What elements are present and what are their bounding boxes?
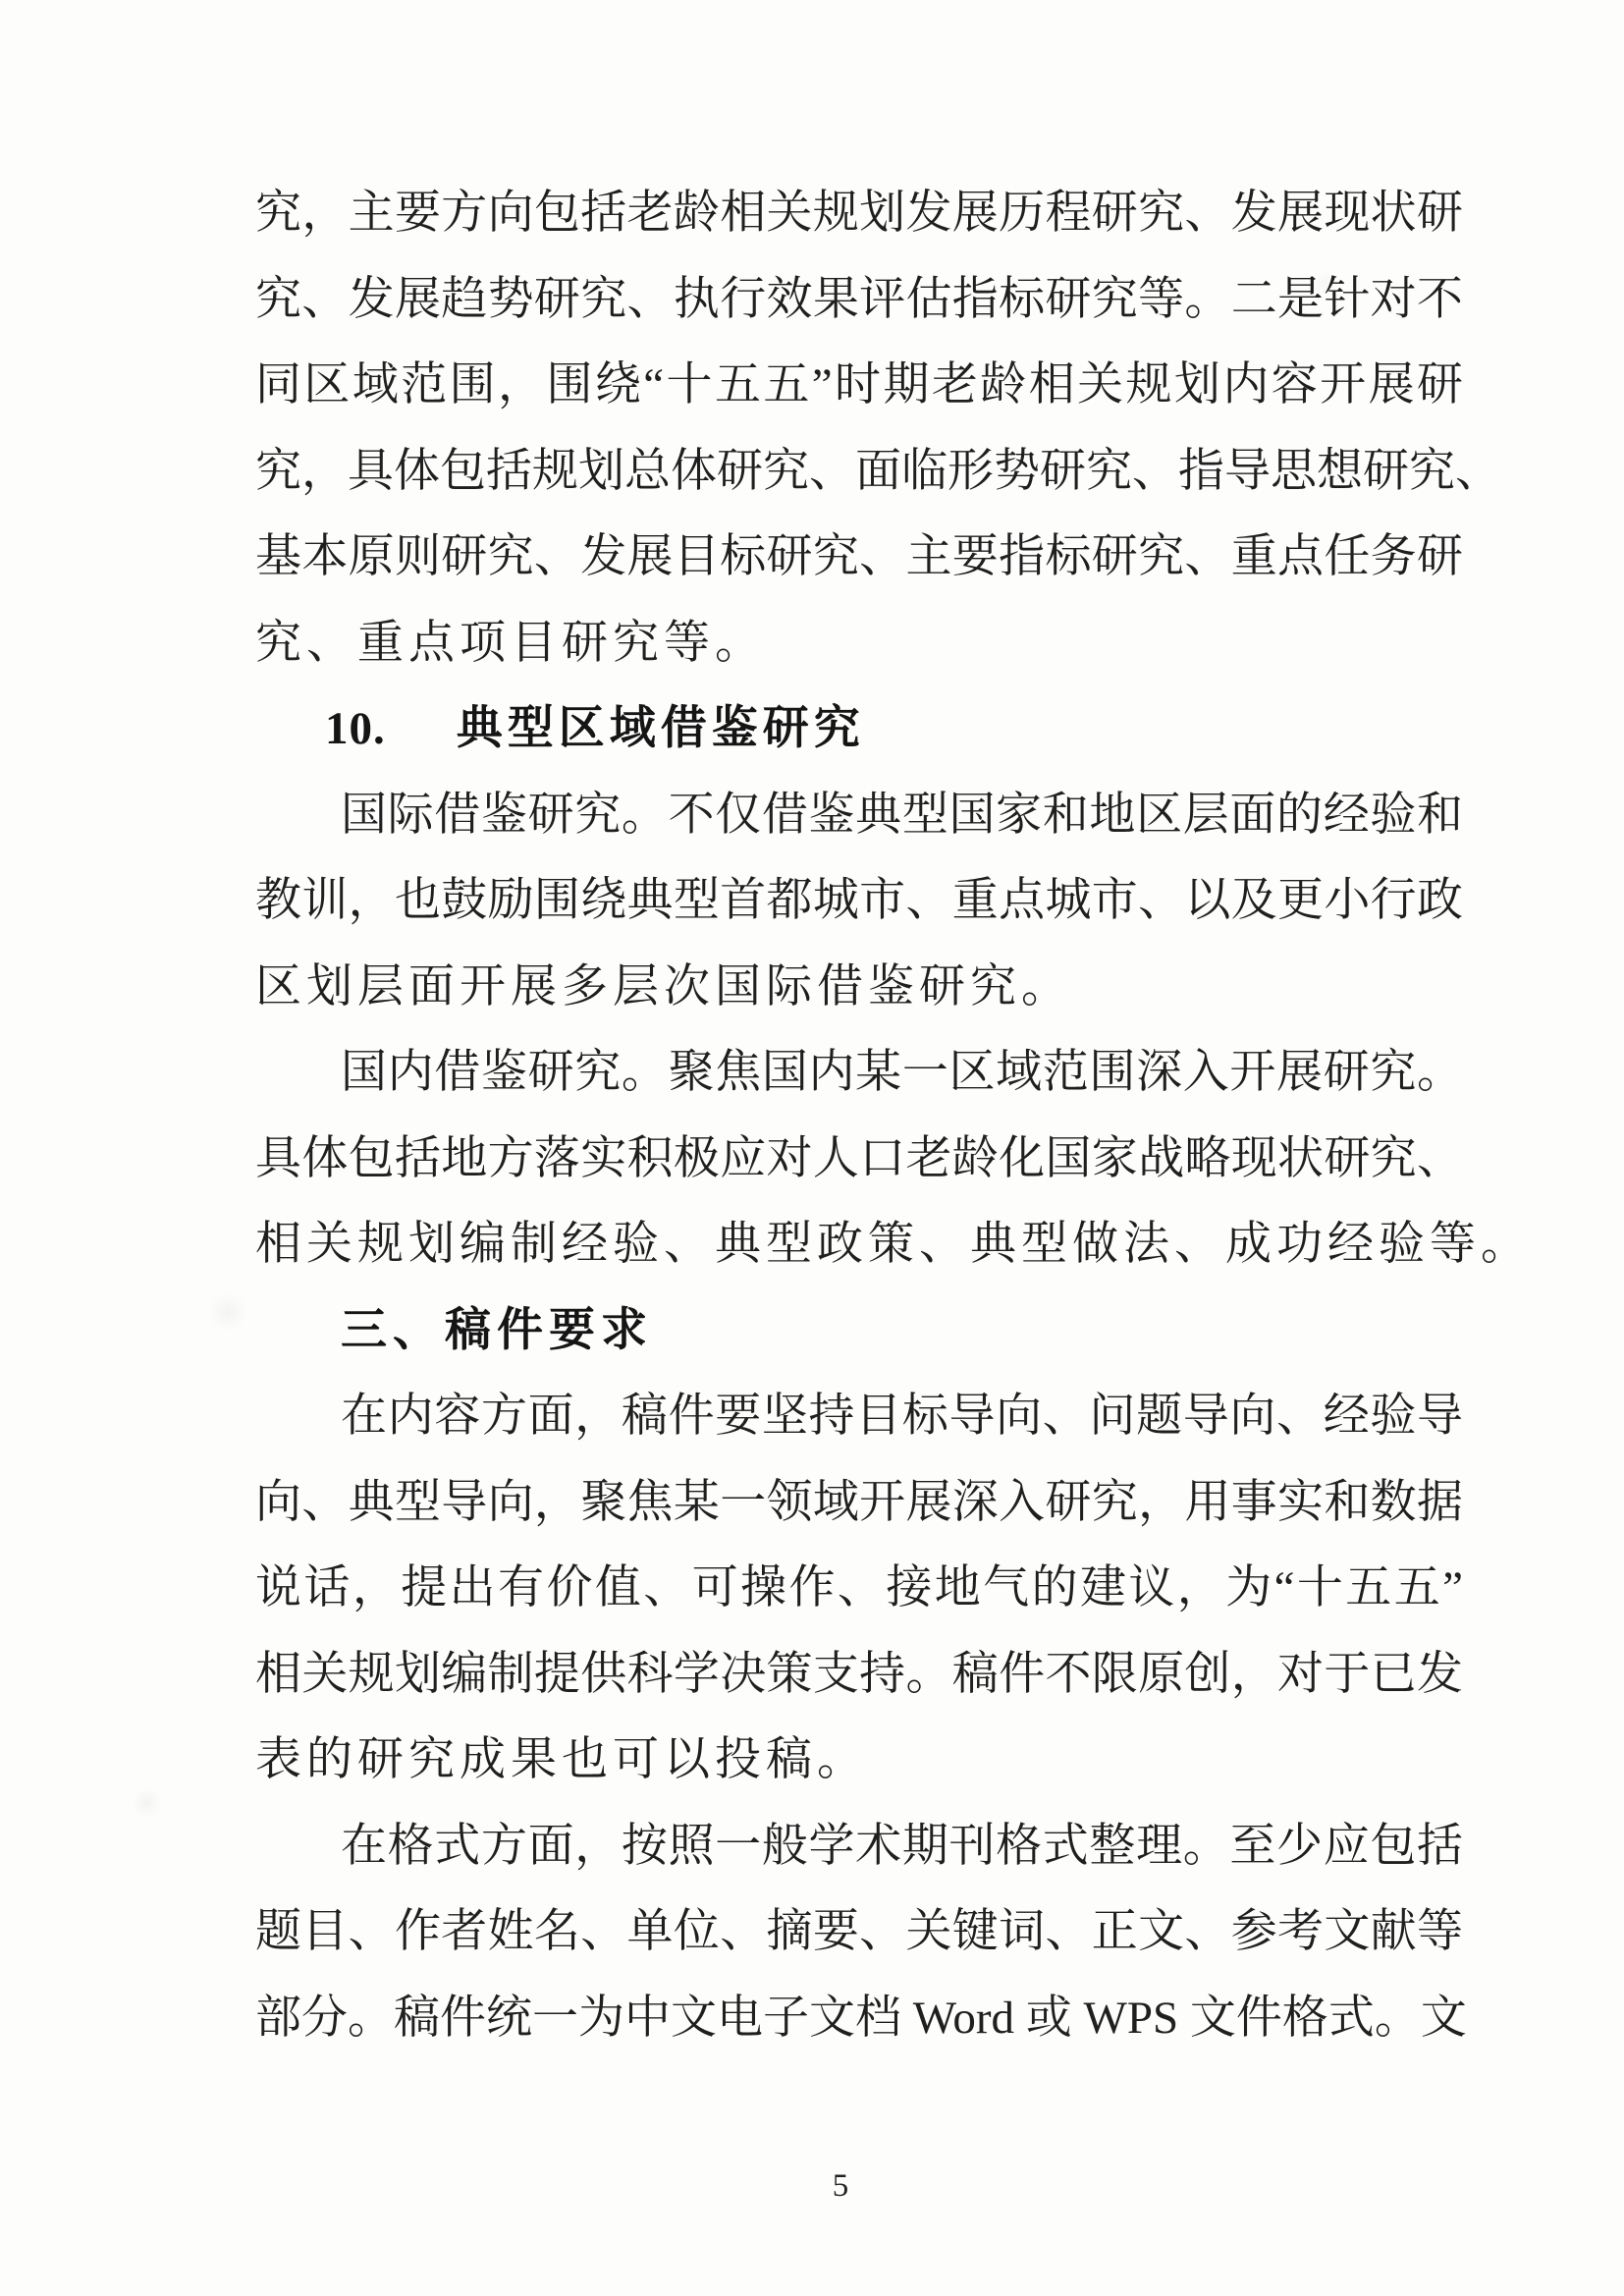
body-line: 基本原则研究、发展目标研究、主要指标研究、重点任务研 <box>255 531 1463 582</box>
paragraph-first-line: 国内借鉴研究。聚焦国内某一区域范围深入开展研究。 <box>341 1047 1463 1098</box>
paragraph-first-line: 在格式方面，按照一般学术期刊格式整理。至少应包括 <box>341 1820 1463 1872</box>
body-line: 究，主要方向包括老龄相关规划发展历程研究、发展现状研 <box>255 188 1463 239</box>
page-number: 5 <box>832 2168 849 2204</box>
numbered-heading <box>325 686 1463 773</box>
body-line: 说话，提出有价值、可操作、接地气的建议，为“十五五” <box>255 1562 1463 1613</box>
body-line: 题目、作者姓名、单位、摘要、关键词、正文、参考文献等 <box>255 1906 1463 1957</box>
paragraph-first-line: 在内容方面，稿件要坚持目标导向、问题导向、经验导 <box>341 1391 1463 1442</box>
heading-title: 典型区域借鉴研究 <box>456 703 865 754</box>
document-text-block <box>255 171 1532 2061</box>
paragraph-first-line: 国际借鉴研究。不仅借鉴典型国家和地区层面的经验和 <box>341 789 1463 841</box>
body-line: 究、重点项目研究等。 <box>255 617 766 669</box>
body-line: 区划层面开展多层次国际借鉴研究。 <box>255 960 1072 1012</box>
body-line: 相关规划编制提供科学决策支持。稿件不限原创，对于已发 <box>255 1648 1463 1700</box>
body-line: 究、发展趋势研究、执行效果评估指标研究等。二是针对不 <box>255 273 1463 325</box>
body-line: 向、典型导向，聚焦某一领域开展深入研究，用事实和数据 <box>255 1476 1463 1528</box>
heading-number: 10. <box>325 703 386 754</box>
body-line: 部分。稿件统一为中文电子文档 Word 或 WPS 文件格式。文 <box>255 1992 1467 2044</box>
body-line: 表的研究成果也可以投稿。 <box>255 1734 868 1785</box>
body-line: 究，具体包括规划总体研究、面临形势研究、指导思想研究、 <box>255 445 1501 497</box>
body-line: 同区域范围，围绕“十五五”时期老龄相关规划内容开展研 <box>255 359 1463 410</box>
section-heading: 三、稿件要求 <box>341 1304 653 1356</box>
body-line: 教训，也鼓励围绕典型首都城市、重点城市、以及更小行政 <box>255 875 1463 926</box>
body-line: 相关规划编制经验、典型政策、典型做法、成功经验等。 <box>255 1219 1532 1270</box>
body-line: 具体包括地方落实积极应对人口老龄化国家战略现状研究、 <box>255 1132 1463 1184</box>
